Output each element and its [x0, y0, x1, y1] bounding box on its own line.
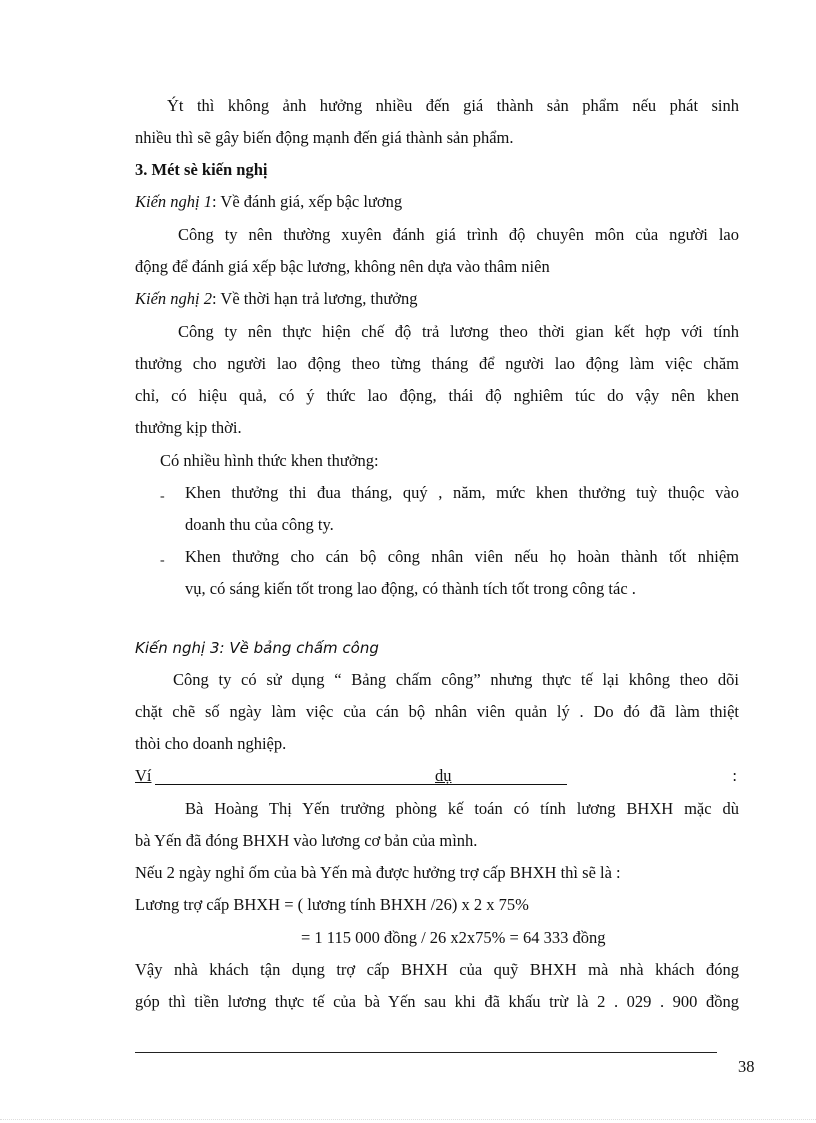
formula-line-2: = 1 115 000 đồng / 26 x2x75% = 64 333 đồng [301, 928, 606, 947]
bullet-mark-2: - [160, 553, 165, 568]
formula-line-1: Lương trợ cấp BHXH = ( lương tính BHXH /26) x 2 x 75% [135, 895, 529, 914]
reward-forms-intro: Có nhiều hình thức khen thưởng: [160, 451, 379, 470]
recommendation-3-title: Kiến nghị 3: Về bảng chấm công [135, 639, 379, 657]
recommendation-2-body-line-4: thưởng kịp thời. [135, 418, 242, 437]
bullet-2-line-2: vụ, có sáng kiến tốt trong lao động, có thành tích tốt trong công tác . [185, 579, 636, 598]
example-label-underline [155, 784, 567, 785]
example-line-2: bà Yến đã đóng BHXH vào lương cơ bản của mình. [135, 831, 478, 850]
example-label-colon: : [732, 766, 737, 785]
example-line-3: Nếu 2 ngày nghỉ ốm của bà Yến mà được hưởng trợ cấp BHXH thì sẽ là : [135, 863, 621, 882]
page-edge [0, 1119, 816, 1120]
conclusion-line-1: Vậy nhà khách tận dụng trợ cấp BHXH của quỹ BHXH mà nhà khách đóng [135, 960, 739, 979]
section-heading: 3. Mét sè kiến nghị [135, 160, 268, 179]
bullet-1-line-2: doanh thu của công ty. [185, 515, 334, 534]
recommendation-1-label: Kiến nghị 1 [135, 192, 212, 211]
recommendation-2-subject: : Về thời hạn trả lương, thưởng [212, 289, 418, 308]
example-line-1: Bà Hoàng Thị Yến trưởng phòng kế toán có tính lương BHXH mặc dù [185, 799, 739, 818]
intro-paragraph-line-1: Ýt thì không ảnh hưởng nhiều đến giá thành sản phẩm nếu phát sinh [167, 96, 739, 115]
footer-rule [135, 1052, 717, 1053]
recommendation-2-body-line-2: thưởng cho người lao động theo từng tháng để người lao động làm việc chăm [135, 354, 739, 373]
recommendation-1-body-line-1: Công ty nên thường xuyên đánh giá trình độ chuyên môn của người lao [178, 225, 739, 244]
recommendation-3-body-line-1: Công ty có sử dụng “ Bảng chấm công” nhưng thực tế lại không theo dõi [173, 670, 739, 689]
recommendation-1-body-line-2: động để đánh giá xếp bậc lương, không nên dựa vào thâm niên [135, 257, 550, 276]
recommendation-2-title [135, 288, 739, 310]
recommendation-2-body-line-1: Công ty nên thực hiện chế độ trả lương theo thời gian kết hợp với tính [178, 322, 739, 341]
recommendation-2-body-line-3: chỉ, có hiệu quả, có ý thức lao động, thái độ nghiêm túc do vậy nên khen [135, 386, 739, 405]
recommendation-2-label: Kiến nghị 2 [135, 289, 212, 308]
bullet-mark-1: - [160, 489, 165, 504]
recommendation-3-body-line-2: chặt chẽ số ngày làm việc của cán bộ nhân viên quản lý . Do đó đã làm thiệt [135, 702, 739, 721]
example-label-end: dụ [435, 766, 452, 785]
recommendation-3-body-line-3: thòi cho doanh nghiệp. [135, 734, 287, 753]
conclusion-line-2: góp thì tiền lương thực tế của bà Yến sau khi đã khấu trừ là 2 . 029 . 900 đồng [135, 992, 739, 1011]
bullet-2-line-1: Khen thưởng cho cán bộ công nhân viên nếu họ hoàn thành tốt nhiệm [185, 547, 739, 566]
recommendation-1-title [135, 191, 739, 213]
page-number: 38 [738, 1057, 755, 1076]
bullet-1-line-1: Khen thưởng thi đua tháng, quý , năm, mức khen thưởng tuỳ thuộc vào [185, 483, 739, 502]
intro-paragraph-line-2: nhiều thì sẽ gây biến động mạnh đến giá thành sản phẩm. [135, 128, 514, 147]
example-label-row [135, 765, 739, 789]
recommendation-1-subject: : Về đánh giá, xếp bậc lương [212, 192, 403, 211]
example-label-start: Ví [135, 766, 152, 785]
